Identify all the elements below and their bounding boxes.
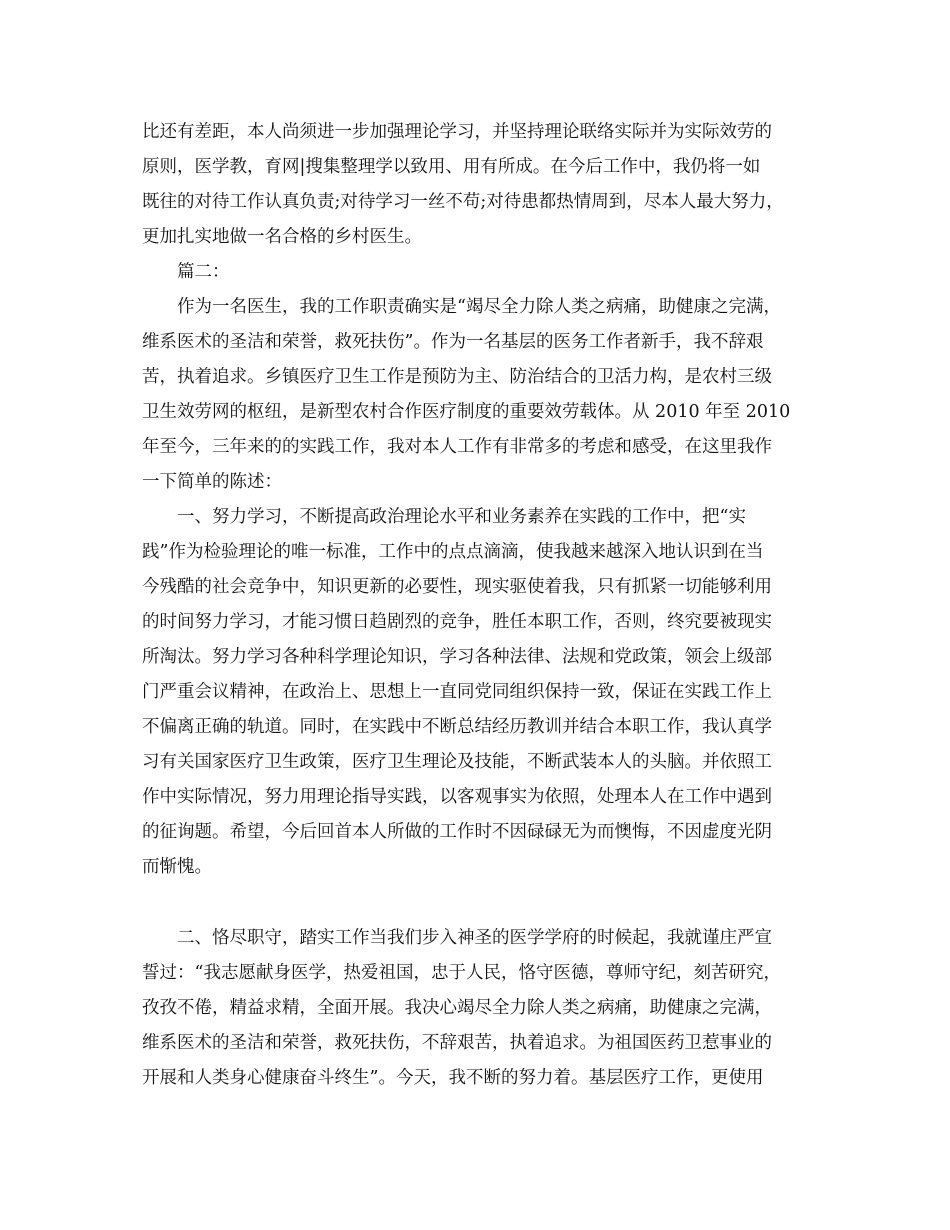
text-line: 今残酷的社会竞争中，知识更新的必要性，现实驱使着我，只有抓紧一切能够利用	[142, 577, 772, 597]
text-line: 而惭愧。	[142, 857, 212, 877]
text-line: 苦，执着追求。乡镇医疗卫生工作是预防为主、防治结合的卫活力构，是农村三级	[142, 367, 772, 387]
text-line: 维系医术的圣洁和荣誉，救死扶伤”。作为一名基层的医务工作者新手，我不辞艰	[142, 332, 764, 352]
text-line: 原则，医学教，育网|搜集整理学以致用、用有所成。在今后工作中，我仍将一如	[142, 157, 761, 177]
text-line: 二、恪尽职守，踏实工作当我们步入神圣的医学学府的时候起，我就谨庄严宣	[142, 928, 772, 948]
text-line: 既往的对待工作认真负责;对待学习一丝不苟;对待患都热情周到，尽本人最大努力，	[142, 192, 784, 212]
text-line: 作为一名医生，我的工作职责确实是“竭尽全力除人类之病痛，助健康之完满，	[142, 297, 781, 317]
text-line: 一、努力学习，不断提高政治理论水平和业务素养在实践的工作中，把“实	[142, 507, 746, 527]
text-line: 作中实际情况，努力用理论指导实践，以客观事实为依照，处理本人在工作中遇到	[142, 787, 772, 807]
text-line: 践”作为检验理论的唯一标准，工作中的点点滴滴，使我越来越深入地认识到在当	[142, 542, 764, 562]
document-body	[142, 115, 822, 1096]
text-line: 开展和人类身心健康奋斗终生”。今天，我不断的努力着。基层医疗工作，更使用	[142, 1068, 764, 1088]
text-line: 不偏离正确的轨道。同时，在实践中不断总结经历教训并结合本职工作，我认真学	[142, 717, 772, 737]
text-line: 维系医术的圣洁和荣誉，救死扶伤，不辞艰苦，执着追求。为祖国医药卫惹事业的	[142, 1033, 772, 1053]
text-line: 所淘汰。努力学习各种科学理论知识，学习各种法律、法规和党政策，领会上级部	[142, 647, 772, 667]
text-line: 比还有差距，本人尚须进一步加强理论学习，并坚持理论联络实际并为实际效劳的	[142, 122, 772, 142]
text-line: 习有关国家医疗卫生政策，医疗卫生理论及技能，不断武装本人的头脑。并依照工	[142, 752, 772, 772]
text-line: 年至今，三年来的的实践工作，我对本人工作有非常多的考虑和感受，在这里我作	[142, 437, 772, 457]
text-line: 的征询题。希望，今后回首本人所做的工作时不因碌碌无为而懊悔，不因虚度光阴	[142, 822, 772, 842]
section-heading: 篇二：	[142, 262, 230, 282]
text-line: 卫生效劳网的枢纽，是新型农村合作医疗制度的重要效劳载体。从 2010 年至 2010	[142, 402, 791, 422]
text-line: 一下简单的陈述：	[142, 472, 282, 492]
text-line: 孜孜不倦，精益求精，全面开展。我决心竭尽全力除人类之病痛，助健康之完满，	[142, 998, 772, 1018]
text-line: 门严重会议精神，在政治上、思想上一直同党同组织保持一致，保证在实践工作上	[142, 682, 772, 702]
paragraph-gap	[142, 885, 822, 921]
text-line: 更加扎实地做一名合格的乡村医生。	[142, 227, 422, 247]
text-line: 誓过：“我志愿献身医学，热爱祖国，忠于人民，恪守医德，尊师守纪，刻苦研究，	[142, 963, 781, 983]
text-line: 的时间努力学习，才能习惯日趋剧烈的竞争，胜任本职工作，否则，终究要被现实	[142, 612, 772, 632]
